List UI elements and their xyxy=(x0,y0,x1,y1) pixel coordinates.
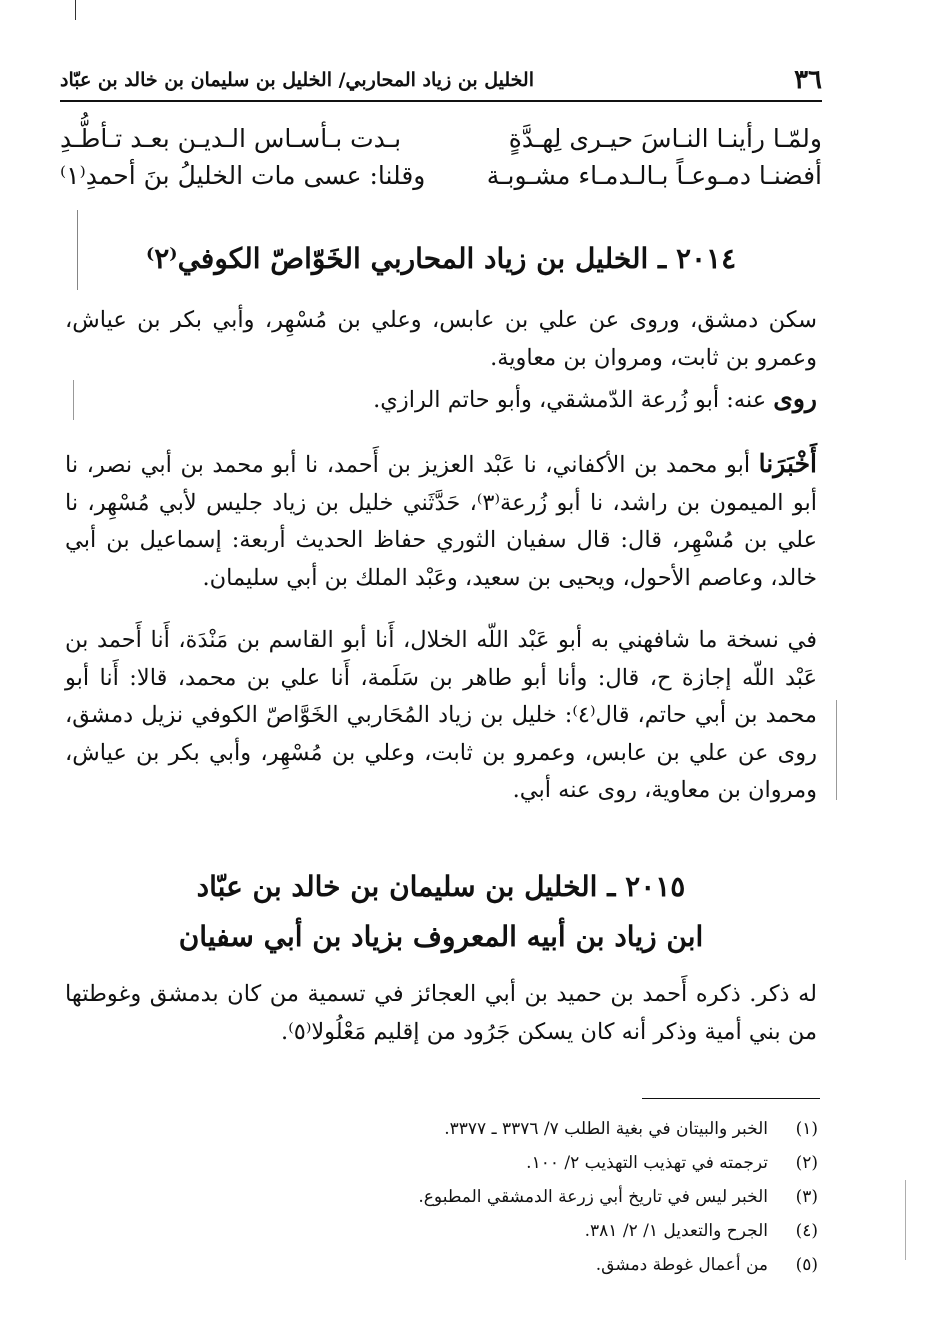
entry-2014-paragraph-3 xyxy=(65,445,817,597)
running-title: الخليل بن زياد المحاربي/ الخليل بن سليمان بن خالد بن عبّاد xyxy=(60,69,534,91)
footnote-number: (١) xyxy=(795,1119,818,1139)
entry-2014-paragraph-4: في نسخة ما شافهني به أبو عَبْد اللّه الخلال، أَنا أبو القاسم بن مَنْدَة، أَنا أَحمد بن عَبْد اللّه إجازة ح، قال: وأنا أبو طاهر بن سَلَمة، أَنا علي بن محمد، قالا: أَنا أبو محمد بن أبي حاتم، قال⁽٤⁾: خليل بن زياد المُحَاربي الخَوَّاصّ الكوفي نزيل دمشق، روى عن علي بن عابس، وعمرو بن ثابت، وعلي بن مُسْهِر، وأبي بكر بن عياش، ومروان بن معاوية، روى عنه أبي. xyxy=(65,627,817,803)
poem-verses xyxy=(60,120,822,194)
entry-2015-paragraph-1: له ذكر. ذكره أَحمد بن حميد بن أبي العجائز في تسمية من كان بدمشق وغوطتها من بني أمية وذكر أنه كان يسكن جَرُود من إقليم مَعْلُولا⁽٥⁾. xyxy=(65,981,817,1045)
entry-2015-title-line-1: ٢٠١٥ ـ الخليل بن سليمان بن خالد بن عبّاد xyxy=(196,870,686,903)
entry-2014-paragraph-2 xyxy=(65,380,817,420)
page-number: ٣٦ xyxy=(794,65,822,95)
footnote-number: (٤) xyxy=(795,1221,818,1241)
poem-verse xyxy=(60,157,822,194)
keyword-rawa: روى xyxy=(773,384,817,413)
footnote xyxy=(360,1112,818,1146)
footnote xyxy=(360,1180,818,1214)
footnote-number: (٣) xyxy=(795,1187,818,1207)
paragraph-text: عنه: أبو زُرعة الدّمشقي، وأبو حاتم الرازي. xyxy=(373,387,774,413)
entry-2014-title: ٢٠١٤ ـ الخليل بن زياد المحاربي الخَوّاصّ الكوفي⁽٢⁾ xyxy=(145,242,737,275)
verse-first-hemistich: أفضنـا دمـوعـاً بـالـدمـاء مشـوبـة xyxy=(486,161,822,190)
footnote xyxy=(360,1248,818,1282)
footnotes xyxy=(360,1112,818,1282)
verse-second-hemistich: بـدت بـأسـاس الـديـن بعـد تـأطُّـدِ xyxy=(60,124,402,153)
footnote-text: الخبر والبيتان في بغية الطلب ٧/ ٣٣٧٦ ـ ٣٣٧٧. xyxy=(444,1119,768,1139)
scan-edge-mark xyxy=(75,0,76,20)
verse-second-hemistich: وقلنا: عسى مات الخليلُ بنَ أحمدِ⁽١⁾ xyxy=(60,161,426,190)
footnote-text: ترجمته في تهذيب التهذيب ٢/ ١٠٠. xyxy=(526,1153,768,1173)
keyword-akhbarana: أَخْبَرَنا xyxy=(758,449,817,478)
footnote xyxy=(360,1146,818,1180)
running-header xyxy=(60,60,822,102)
footnote xyxy=(360,1214,818,1248)
poem-verse xyxy=(60,120,822,157)
footnote-text: الخبر ليس في تاريخ أبي زرعة الدمشقي المطبوع. xyxy=(418,1187,768,1207)
scan-edge-mark xyxy=(77,210,78,290)
paragraph-text: أبو محمد بن الأكفاني، نا عَبْد العزيز بن أَحمد، نا أبو محمد بن أبي نصر، نا أبو الميمون بن راشد، نا أبو زُرعة⁽٣⁾، حَدَّثَني خليل بن زياد جليس لأبي مُسْهِر، نا علي بن مُسْهِر، قال: قال سفيان الثوري حفاظ الحديث أربعة: إسماعيل بن أبي خالد، وعاصم الأحول، ويحيى بن سعيد، وعَبْد الملك بن أبي سليمان. xyxy=(65,452,818,591)
entry-2014-paragraph-1: سكن دمشق، وروى عن علي بن عابس، وعلي بن مُسْهِر، وأبي بكر بن عياش، وعمرو بن ثابت، ومروان بن معاوية. xyxy=(65,307,817,371)
footnote-number: (٢) xyxy=(795,1153,818,1173)
footnote-separator xyxy=(642,1098,820,1099)
scan-edge-mark xyxy=(905,1180,906,1260)
scan-edge-mark xyxy=(73,380,74,420)
scan-edge-mark xyxy=(836,700,837,800)
footnote-number: (٥) xyxy=(795,1255,818,1275)
verse-first-hemistich: ولمّـا رأينـا النـاسَ حيـرى لِهـدَّةٍ xyxy=(508,124,822,153)
entry-2015-title-line-2: ابن زياد بن أبيه المعروف بزياد بن أبي سفيان xyxy=(178,920,704,953)
footnote-text: من أعمال غوطة دمشق. xyxy=(595,1255,768,1275)
footnote-text: الجرح والتعديل ١/ ٢/ ٣٨١. xyxy=(584,1221,768,1241)
